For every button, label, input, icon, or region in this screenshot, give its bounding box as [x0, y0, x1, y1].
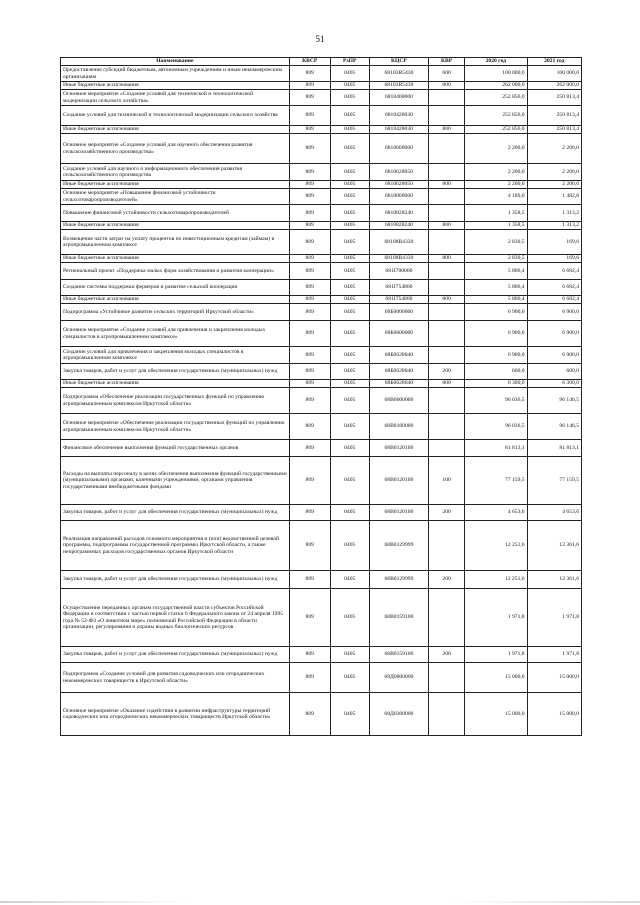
header-2021: 2021 год — [527, 58, 581, 66]
cell-kvr: 800 — [429, 222, 465, 230]
table-body — [61, 66, 582, 736]
table-row — [61, 505, 582, 521]
cell-kvsr: 809 — [289, 321, 330, 347]
cell-kvsr: 809 — [289, 82, 330, 90]
cell-y2021: 96 146,5 — [527, 414, 581, 440]
cell-y2021: 81 813,1 — [527, 440, 581, 457]
cell-kvr — [429, 263, 465, 280]
cell-name: Основное мероприятие «Создание условий для научного обеспечения развития сельскохозяйственного производства» — [61, 134, 290, 164]
cell-kvr — [429, 440, 465, 457]
table-row — [61, 521, 582, 571]
cell-kvsr: 809 — [289, 347, 330, 364]
cell-kcsr: 68В0159100 — [369, 647, 428, 663]
table-row — [61, 82, 582, 90]
header-kcsr: КЦСР — [369, 58, 428, 66]
table-header — [61, 58, 582, 66]
cell-kvsr: 809 — [289, 106, 330, 126]
cell-name: Расходы на выплаты персоналу в целях обеспечения выполнения функций государственными (муниципальными) органами, казенными учреждениями, органами управления государственными внебюджетными фондами — [61, 457, 290, 505]
cell-y2020: 1 358,5 — [465, 222, 528, 230]
cell-kvsr: 809 — [289, 505, 330, 521]
cell-kcsr: 68В0100000 — [369, 414, 428, 440]
cell-y2020: 2 830,5 — [465, 230, 528, 255]
cell-kvsr: 809 — [289, 364, 330, 380]
cell-rzpr: 0405 — [330, 90, 369, 106]
cell-kvsr: 809 — [289, 457, 330, 505]
table-row — [61, 457, 582, 505]
cell-y2021: 2 200,0 — [527, 164, 581, 181]
cell-kcsr: 68Б0600000 — [369, 321, 428, 347]
cell-rzpr: 0405 — [330, 321, 369, 347]
cell-rzpr: 0405 — [330, 222, 369, 230]
cell-y2020: 1 971,8 — [465, 589, 528, 647]
cell-kvsr: 809 — [289, 181, 330, 189]
cell-y2020: 4 653,6 — [465, 505, 528, 521]
cell-y2021: 250 813,4 — [527, 126, 581, 134]
cell-y2021: 15 000,0 — [527, 663, 581, 693]
cell-rzpr: 0405 — [330, 230, 369, 255]
cell-kcsr: 68В0129999 — [369, 571, 428, 589]
cell-y2021: 1 971,8 — [527, 647, 581, 663]
cell-kvsr: 809 — [289, 388, 330, 414]
cell-y2020: 252 856,0 — [465, 126, 528, 134]
cell-name: Иные бюджетные ассигнования — [61, 380, 290, 388]
cell-y2020: 2 200,0 — [465, 164, 528, 181]
cell-kcsr: 6810828240 — [369, 222, 428, 230]
cell-name: Закупка товаров, работ и услуг для обеспечения государственных (муниципальных) нужд — [61, 505, 290, 521]
cell-y2020: 6 300,0 — [465, 380, 528, 388]
cell-kvr — [429, 304, 465, 321]
cell-name: Иные бюджетные ассигнования — [61, 222, 290, 230]
cell-kvsr: 809 — [289, 693, 330, 736]
cell-rzpr: 0405 — [330, 521, 369, 571]
cell-rzpr: 0405 — [330, 164, 369, 181]
cell-kcsr: 6810400000 — [369, 90, 428, 106]
table-row — [61, 647, 582, 663]
header-2020: 2020 год — [465, 58, 528, 66]
cell-y2021: 1 971,8 — [527, 589, 581, 647]
cell-rzpr: 0405 — [330, 589, 369, 647]
cell-y2020: 252 856,0 — [465, 90, 528, 106]
table-row — [61, 414, 582, 440]
cell-name: Финансовое обеспечение выполнения функций государственных органов — [61, 440, 290, 457]
cell-kvsr: 809 — [289, 126, 330, 134]
cell-rzpr: 0405 — [330, 693, 369, 736]
cell-name: Предоставление субсидий бюджетным, автономным учреждениям и иным некоммерческим организациям — [61, 66, 290, 82]
cell-y2020: 15 000,0 — [465, 693, 528, 736]
table-row — [61, 589, 582, 647]
cell-kvr: 800 — [429, 82, 465, 90]
cell-rzpr: 0405 — [330, 380, 369, 388]
cell-kvr — [429, 106, 465, 126]
table-row — [61, 364, 582, 380]
cell-rzpr: 0405 — [330, 388, 369, 414]
cell-y2021: 6 682,4 — [527, 263, 581, 280]
cell-y2021: 12 361,6 — [527, 521, 581, 571]
cell-name: Создание условий для технической и технологической модернизации сельского хозяйства — [61, 106, 290, 126]
cell-y2021: 12 361,6 — [527, 571, 581, 589]
cell-rzpr: 0405 — [330, 347, 369, 364]
cell-name: Иные бюджетные ассигнования — [61, 181, 290, 189]
cell-y2021: 6 682,4 — [527, 296, 581, 304]
table-row — [61, 296, 582, 304]
header-kvr: КВР — [429, 58, 465, 66]
cell-y2020: 81 813,1 — [465, 440, 528, 457]
cell-kvr: 100 — [429, 457, 465, 505]
cell-kvsr: 809 — [289, 280, 330, 296]
cell-kvr — [429, 205, 465, 222]
cell-kcsr: 6810428030 — [369, 126, 428, 134]
cell-kvr: 800 — [429, 255, 465, 263]
cell-kvr: 800 — [429, 126, 465, 134]
cell-kvsr: 809 — [289, 263, 330, 280]
cell-y2021: 250 813,4 — [527, 106, 581, 126]
cell-kcsr: 68Б0000000 — [369, 304, 428, 321]
cell-rzpr: 0405 — [330, 189, 369, 205]
cell-name: Закупка товаров, работ и услуг для обеспечения государственных (муниципальных) нужд — [61, 647, 290, 663]
header-name: Наименование — [61, 58, 290, 66]
cell-kvsr: 809 — [289, 304, 330, 321]
table-row — [61, 380, 582, 388]
cell-y2020: 77 159,5 — [465, 457, 528, 505]
budget-table — [60, 57, 582, 736]
cell-name: Реализация направлений расходов основного мероприятия и (или) ведомственной целевой программы, подпрограммы государственной программы Иркутской области, а также непрограммных расходов государственных органов Иркутской области — [61, 521, 290, 571]
cell-name: Основное мероприятие «Создание условий для привлечения и закрепления молодых специалистов в агропромышленном комплексе» — [61, 321, 290, 347]
cell-y2020: 1 358,5 — [465, 205, 528, 222]
cell-name: Осуществление переданных органам государственной власти субъектов Российской Федерации в соответствии с частью первой статьи 6 Федерального закона от 24 апреля 1995 года № 52-ФЗ «О животном мире» полномочий Российской Федерации в области организации, регулирования и охраны водных биологических ресурсов — [61, 589, 290, 647]
cell-kcsr: 6810628050 — [369, 164, 428, 181]
table-row — [61, 304, 582, 321]
cell-kcsr: 6810628050 — [369, 181, 428, 189]
cell-kvr — [429, 663, 465, 693]
cell-name: Иные бюджетные ассигнования — [61, 296, 290, 304]
cell-rzpr: 0405 — [330, 280, 369, 296]
cell-y2020: 5 806,4 — [465, 263, 528, 280]
cell-kvsr: 809 — [289, 521, 330, 571]
cell-kcsr: 68Д0000000 — [369, 663, 428, 693]
table-row — [61, 571, 582, 589]
cell-name: Иные бюджетные ассигнования — [61, 255, 290, 263]
cell-kvr: 200 — [429, 647, 465, 663]
cell-y2020: 12 251,6 — [465, 571, 528, 589]
cell-kvr: 200 — [429, 571, 465, 589]
cell-name: Региональный проект «Поддержка малых форм хозяйствования и развития кооперации» — [61, 263, 290, 280]
cell-name: Возмещение части затрат на уплату процентов по инвестиционным кредитам (займам) в агропромышленном комплексе — [61, 230, 290, 255]
cell-y2020: 100 000,0 — [465, 66, 528, 82]
cell-kvsr: 809 — [289, 189, 330, 205]
cell-kvr — [429, 321, 465, 347]
cell-kvsr: 809 — [289, 255, 330, 263]
cell-rzpr: 0405 — [330, 505, 369, 521]
cell-kvsr: 809 — [289, 66, 330, 82]
cell-kcsr: 68В0120100 — [369, 457, 428, 505]
cell-y2020: 6 900,0 — [465, 304, 528, 321]
cell-kvsr: 809 — [289, 164, 330, 181]
cell-kvsr: 809 — [289, 90, 330, 106]
cell-y2021: 6 900,0 — [527, 347, 581, 364]
cell-y2020: 5 806,4 — [465, 296, 528, 304]
cell-y2020: 2 200,0 — [465, 181, 528, 189]
cell-y2020: 600,0 — [465, 364, 528, 380]
table-row — [61, 347, 582, 364]
table-row — [61, 280, 582, 296]
cell-kvsr: 809 — [289, 647, 330, 663]
table-row — [61, 440, 582, 457]
table-row — [61, 693, 582, 736]
cell-name: Иные бюджетные ассигнования — [61, 82, 290, 90]
cell-name: Создание условий для научного и информационного обеспечения развития сельскохозяйственного производства — [61, 164, 290, 181]
cell-y2020: 15 000,0 — [465, 663, 528, 693]
cell-rzpr: 0405 — [330, 296, 369, 304]
cell-rzpr: 0405 — [330, 181, 369, 189]
cell-rzpr: 0405 — [330, 126, 369, 134]
table-row — [61, 321, 582, 347]
table-row — [61, 181, 582, 189]
cell-y2021: 2 200,0 — [527, 181, 581, 189]
cell-rzpr: 0405 — [330, 440, 369, 457]
cell-kvr — [429, 589, 465, 647]
table-row — [61, 189, 582, 205]
table-row — [61, 126, 582, 134]
table-row — [61, 663, 582, 693]
cell-kcsr: 68В0120100 — [369, 440, 428, 457]
table-row — [61, 230, 582, 255]
cell-kcsr: 68108R4330 — [369, 255, 428, 263]
cell-name: Закупка товаров, работ и услуг для обеспечения государственных (муниципальных) нужд — [61, 364, 290, 380]
cell-kvr — [429, 230, 465, 255]
cell-kvr: 600 — [429, 66, 465, 82]
cell-kvr — [429, 521, 465, 571]
cell-y2021: 6 900,0 — [527, 304, 581, 321]
table-row — [61, 388, 582, 414]
cell-kvsr: 809 — [289, 589, 330, 647]
cell-y2020: 1 971,8 — [465, 647, 528, 663]
cell-name: Подпрограмма «Устойчивое развитие сельских территорий Иркутской области» — [61, 304, 290, 321]
cell-name: Создание системы поддержки фермеров и развитие сельской кооперации — [61, 280, 290, 296]
cell-kvsr: 809 — [289, 571, 330, 589]
cell-name: Основное мероприятие «Повышение финансовой устойчивости сельхозтоваропроизводителей» — [61, 189, 290, 205]
cell-kcsr: 68103R5430 — [369, 82, 428, 90]
cell-kcsr: 68В0120100 — [369, 505, 428, 521]
cell-y2021: 6 900,0 — [527, 321, 581, 347]
cell-rzpr: 0405 — [330, 66, 369, 82]
cell-name: Основное мероприятие «Создание условий для технической и технологической модернизации сельского хозяйства» — [61, 90, 290, 106]
cell-y2021: 1 313,2 — [527, 205, 581, 222]
cell-kcsr: 6810828240 — [369, 205, 428, 222]
cell-y2020: 262 000,0 — [465, 82, 528, 90]
cell-y2020: 6 900,0 — [465, 321, 528, 347]
cell-rzpr: 0405 — [330, 263, 369, 280]
cell-name: Иные бюджетные ассигнования — [61, 126, 290, 134]
cell-kcsr: 6810600000 — [369, 134, 428, 164]
cell-y2021: 2 200,0 — [527, 134, 581, 164]
cell-kcsr: 6810428030 — [369, 106, 428, 126]
cell-kvr: 800 — [429, 296, 465, 304]
cell-kcsr: 68Б0628040 — [369, 347, 428, 364]
cell-y2021: 262 000,0 — [527, 82, 581, 90]
cell-kvr — [429, 189, 465, 205]
cell-name: Повышение финансовой устойчивости сельхозтоваропроизводителей — [61, 205, 290, 222]
cell-kcsr: 68Д0300000 — [369, 693, 428, 736]
cell-y2021: 15 000,0 — [527, 693, 581, 736]
cell-kvr: 800 — [429, 380, 465, 388]
cell-name: Подпрограмма «Создание условий для развития садоводческих или огороднических некоммерческих товариществ в Иркутской области» — [61, 663, 290, 693]
cell-kcsr: 68Б0628040 — [369, 364, 428, 380]
table-row — [61, 205, 582, 222]
cell-y2021: 1 482,8 — [527, 189, 581, 205]
cell-kvsr: 809 — [289, 414, 330, 440]
header-rzpr: РзПР — [330, 58, 369, 66]
cell-kvr — [429, 90, 465, 106]
header-kvsr: КВСР — [289, 58, 330, 66]
cell-y2020: 2 830,5 — [465, 255, 528, 263]
scan-edge — [0, 901, 640, 903]
cell-kvr — [429, 164, 465, 181]
cell-y2020: 252 856,0 — [465, 106, 528, 126]
cell-kvr — [429, 134, 465, 164]
cell-kcsr: 6810800000 — [369, 189, 428, 205]
cell-kcsr: 68Б0628040 — [369, 380, 428, 388]
cell-kvr — [429, 693, 465, 736]
cell-y2020: 96 036,5 — [465, 414, 528, 440]
cell-rzpr: 0405 — [330, 364, 369, 380]
header-row — [61, 58, 582, 66]
cell-kcsr: 68В0159100 — [369, 589, 428, 647]
table-row — [61, 255, 582, 263]
cell-kcsr: 681I754800 — [369, 296, 428, 304]
cell-rzpr: 0405 — [330, 663, 369, 693]
table-row — [61, 134, 582, 164]
cell-kvsr: 809 — [289, 663, 330, 693]
cell-y2020: 4 189,0 — [465, 189, 528, 205]
cell-rzpr: 0405 — [330, 571, 369, 589]
cell-y2021: 100 000,0 — [527, 66, 581, 82]
cell-y2021: 250 813,4 — [527, 90, 581, 106]
page-number: 51 — [315, 34, 325, 44]
table-row — [61, 66, 582, 82]
cell-y2021: 96 146,5 — [527, 388, 581, 414]
cell-rzpr: 0405 — [330, 134, 369, 164]
cell-kcsr: 68В0000000 — [369, 388, 428, 414]
cell-kvsr: 809 — [289, 230, 330, 255]
cell-y2021: 169,6 — [527, 255, 581, 263]
cell-y2021: 6 300,0 — [527, 380, 581, 388]
cell-kvr — [429, 388, 465, 414]
cell-kcsr: 68103R5430 — [369, 66, 428, 82]
cell-rzpr: 0405 — [330, 82, 369, 90]
cell-kvsr: 809 — [289, 296, 330, 304]
cell-rzpr: 0405 — [330, 255, 369, 263]
table-row — [61, 164, 582, 181]
cell-kvr — [429, 347, 465, 364]
cell-y2020: 6 900,0 — [465, 347, 528, 364]
cell-y2021: 600,0 — [527, 364, 581, 380]
table-row — [61, 263, 582, 280]
cell-name: Закупка товаров, работ и услуг для обеспечения государственных (муниципальных) нужд — [61, 571, 290, 589]
cell-rzpr: 0405 — [330, 647, 369, 663]
cell-rzpr: 0405 — [330, 106, 369, 126]
cell-y2021: 6 682,4 — [527, 280, 581, 296]
cell-rzpr: 0405 — [330, 457, 369, 505]
cell-y2021: 4 653,6 — [527, 505, 581, 521]
cell-kvr: 200 — [429, 505, 465, 521]
cell-kcsr: 681I754800 — [369, 280, 428, 296]
cell-name: Создание условий для привлечения и закрепления молодых специалистов в агропромышленном комплексе — [61, 347, 290, 364]
cell-kcsr: 681I700000 — [369, 263, 428, 280]
cell-y2020: 12 251,6 — [465, 521, 528, 571]
cell-rzpr: 0405 — [330, 414, 369, 440]
table-row — [61, 106, 582, 126]
cell-name: Подпрограмма «Обеспечение реализации государственных функций по управлению агропромышленным комплексом Иркутской области» — [61, 388, 290, 414]
cell-kvr — [429, 414, 465, 440]
cell-kvsr: 809 — [289, 134, 330, 164]
cell-kvsr: 809 — [289, 440, 330, 457]
cell-y2021: 1 313,2 — [527, 222, 581, 230]
cell-kvr: 200 — [429, 364, 465, 380]
cell-kvsr: 809 — [289, 222, 330, 230]
cell-y2021: 169,6 — [527, 230, 581, 255]
cell-y2020: 96 036,5 — [465, 388, 528, 414]
cell-kcsr: 68108R4330 — [369, 230, 428, 255]
table-row — [61, 90, 582, 106]
cell-rzpr: 0405 — [330, 205, 369, 222]
cell-name: Основное мероприятие «Обеспечение реализации государственных функций по управлению агропромышленным комплексом Иркутской области» — [61, 414, 290, 440]
cell-rzpr: 0405 — [330, 304, 369, 321]
cell-kvr: 800 — [429, 181, 465, 189]
cell-y2021: 77 159,5 — [527, 457, 581, 505]
cell-kvsr: 809 — [289, 380, 330, 388]
cell-y2020: 5 806,4 — [465, 280, 528, 296]
cell-y2020: 2 200,0 — [465, 134, 528, 164]
cell-kvsr: 809 — [289, 205, 330, 222]
cell-kvr — [429, 280, 465, 296]
cell-kcsr: 68В0129999 — [369, 521, 428, 571]
cell-name: Основное мероприятие «Оказание содействия в развитии инфраструктуры территорий садоводческих или огороднических некоммерческих товариществ Иркутской области» — [61, 693, 290, 736]
table-row — [61, 222, 582, 230]
